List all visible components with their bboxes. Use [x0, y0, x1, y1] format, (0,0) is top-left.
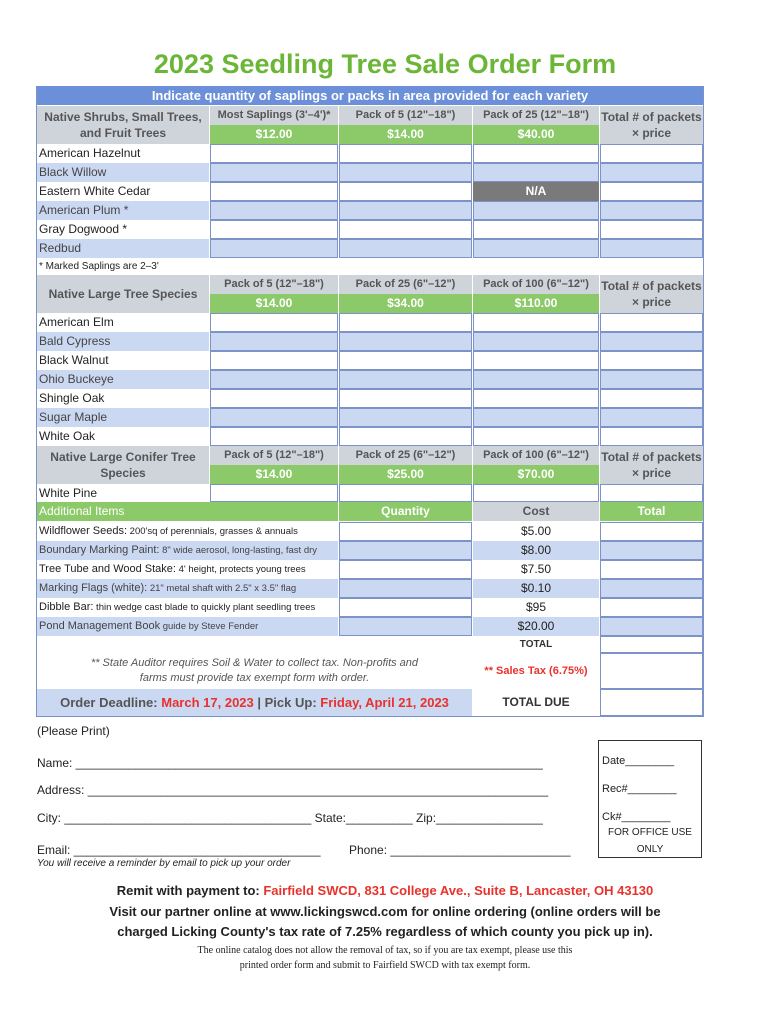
- address-field[interactable]: Address: _____________________________________________________________________: [37, 783, 549, 797]
- largetree-qty-col1[interactable]: [210, 351, 338, 370]
- s3-col1-label: Pack of 5 (12"–18"): [210, 446, 338, 465]
- largetree-qty-col2[interactable]: [339, 408, 472, 427]
- s2-col2-price: $34.00: [339, 294, 472, 313]
- additional-item-desc: guide by Steve Fender: [160, 621, 259, 632]
- additional-item-cost: $8.00: [473, 541, 599, 560]
- shrubs-row-total[interactable]: [600, 220, 703, 239]
- total-label: TOTAL: [519, 639, 553, 650]
- remit-line: [0, 883, 770, 898]
- additional-items-header: Additional Items: [37, 502, 338, 521]
- additional-item-desc: 200'sq of perennials, grasses & annuals: [127, 526, 298, 537]
- largetree-qty-col1[interactable]: [210, 332, 338, 351]
- additional-item-name: Marking Flags (white):: [39, 582, 148, 594]
- table-border-bottom: [36, 716, 704, 717]
- s1-col3-label: Pack of 25 (12"–18"): [473, 106, 599, 125]
- cost-header: Cost: [473, 502, 599, 521]
- largetree-row-total[interactable]: [600, 351, 703, 370]
- sales-tax-label: ** Sales Tax (6.75%): [484, 665, 588, 677]
- order-deadline-banner: [37, 689, 472, 716]
- largetree-qty-col2[interactable]: [339, 427, 472, 446]
- largetree-qty-col2[interactable]: [339, 389, 472, 408]
- tax-exempt-line2: printed order form and submit to Fairfield SWCD with tax exempt form.: [239, 960, 531, 971]
- additional-item-cost: $20.00: [473, 617, 599, 636]
- shrubs-qty-col1[interactable]: [210, 220, 338, 239]
- section-shrubs-header: Native Shrubs, Small Trees, and Fruit Trees: [37, 106, 209, 144]
- largetree-row-label: American Elm: [37, 313, 209, 332]
- saplings-note: * Marked Saplings are 2–3': [39, 261, 159, 272]
- shrubs-row-label: Gray Dogwood *: [37, 220, 209, 239]
- conifer-qty-col2[interactable]: [339, 484, 472, 502]
- email-field[interactable]: Email: _____________________________________: [37, 843, 321, 857]
- additional-item-desc: 8" wide aerosol, long-lasting, fast dry: [159, 545, 318, 556]
- s1-col2-price: $14.00: [339, 125, 472, 144]
- largetree-row-label: Sugar Maple: [37, 408, 209, 427]
- shrubs-row-label: American Plum *: [37, 201, 209, 220]
- additional-item-label: [37, 598, 338, 617]
- largetree-row-total[interactable]: [600, 427, 703, 446]
- shrubs-row-total[interactable]: [600, 144, 703, 163]
- s3-col3-price: $70.00: [473, 465, 599, 484]
- additional-item-label: [37, 617, 338, 636]
- online-ordering-line: Visit our partner online at www.lickingswcd.com for online ordering (online orders will be: [109, 904, 661, 919]
- largetree-qty-col1[interactable]: [210, 427, 338, 446]
- please-print-label: (Please Print): [37, 724, 110, 738]
- name-field[interactable]: Name: ______________________________________________________________________: [37, 756, 543, 770]
- largetree-row-label: Ohio Buckeye: [37, 370, 209, 389]
- largetree-qty-col2[interactable]: [339, 332, 472, 351]
- tax-note: [37, 653, 472, 693]
- phone-field[interactable]: Phone: ___________________________: [349, 843, 571, 857]
- additional-item-name: Pond Management Book: [39, 620, 161, 632]
- additional-item-name: Wildflower Seeds:: [39, 525, 128, 537]
- largetree-qty-col3[interactable]: [473, 313, 599, 332]
- additional-item-total[interactable]: [600, 617, 703, 636]
- total-due-input[interactable]: [600, 689, 703, 716]
- shrubs-row-label: American Hazelnut: [37, 144, 209, 163]
- largetree-qty-col1[interactable]: [210, 313, 338, 332]
- shrubs-qty-col3[interactable]: [473, 163, 599, 182]
- additional-item-total[interactable]: [600, 579, 703, 598]
- additional-item-cost: $5.00: [473, 522, 599, 541]
- shrubs-row-label: Eastern White Cedar: [37, 182, 209, 201]
- pickup-date: Friday, April 21, 2023: [320, 695, 449, 710]
- shrubs-na-cell: N/A: [473, 182, 599, 201]
- largetree-qty-col1[interactable]: [210, 370, 338, 389]
- additional-qty-input[interactable]: [339, 522, 472, 541]
- total-header: Total: [600, 502, 703, 521]
- conifer-qty-col1[interactable]: [210, 484, 338, 502]
- conifer-row-total[interactable]: [600, 484, 703, 502]
- largetree-row-total[interactable]: [600, 408, 703, 427]
- conifer-qty-col3[interactable]: [473, 484, 599, 502]
- largetree-row-label: Bald Cypress: [37, 332, 209, 351]
- largetree-qty-col1[interactable]: [210, 389, 338, 408]
- instruction-banner: Indicate quantity of saplings or packs in area provided for each variety: [37, 86, 703, 105]
- office-use-label: FOR OFFICE USE: [608, 827, 692, 838]
- s3-col2-label: Pack of 25 (6"–12"): [339, 446, 472, 465]
- office-rec: Rec#________: [602, 783, 677, 795]
- shrubs-qty-col1[interactable]: [210, 201, 338, 220]
- largetree-row-label: Black Walnut: [37, 351, 209, 370]
- table-border-left: [36, 86, 37, 716]
- largetree-row-label: Shingle Oak: [37, 389, 209, 408]
- additional-item-label: [37, 560, 338, 579]
- shrubs-qty-col2[interactable]: [339, 163, 472, 182]
- shrubs-row-total[interactable]: [600, 239, 703, 258]
- shrubs-qty-col1[interactable]: [210, 239, 338, 258]
- tax-note-line1: ** State Auditor requires Soil & Water to collect tax. Non-profits and: [90, 657, 419, 669]
- additional-item-name: Dibble Bar:: [39, 601, 94, 613]
- shrubs-qty-col1[interactable]: [210, 163, 338, 182]
- tax-rate-line: charged Licking County's tax rate of 7.25% regardless of which county you pick up in).: [117, 924, 653, 939]
- shrubs-qty-col3[interactable]: [473, 144, 599, 163]
- s3-col2-price: $25.00: [339, 465, 472, 484]
- shrubs-row-label: Black Willow: [37, 163, 209, 182]
- additional-item-total[interactable]: [600, 560, 703, 579]
- s3-total-header: Total # of packets × price: [600, 446, 703, 484]
- additional-item-name: Boundary Marking Paint:: [39, 544, 160, 556]
- tax-note-line2: farms must provide tax exempt form with order.: [139, 672, 370, 684]
- largetree-qty-col3[interactable]: [473, 389, 599, 408]
- largetree-row-total[interactable]: [600, 370, 703, 389]
- largetree-qty-col3[interactable]: [473, 427, 599, 446]
- shrubs-row-total[interactable]: [600, 182, 703, 201]
- additional-item-total[interactable]: [600, 522, 703, 541]
- grand-total-input[interactable]: [600, 636, 703, 653]
- pickup-label: Pick Up:: [264, 695, 317, 710]
- additional-item-label: [37, 541, 338, 560]
- conifer-row-label: White Pine: [37, 484, 209, 502]
- shrubs-qty-col2[interactable]: [339, 220, 472, 239]
- additional-item-desc: 21" metal shaft with 2.5" x 3.5" flag: [147, 583, 297, 594]
- shrubs-qty-col2[interactable]: [339, 182, 472, 201]
- s1-col1-price: $12.00: [210, 125, 338, 144]
- s2-col3-label: Pack of 100 (6"–12"): [473, 275, 599, 294]
- shrubs-row-total[interactable]: [600, 163, 703, 182]
- total-due-label: TOTAL DUE: [502, 695, 570, 709]
- additional-item-total[interactable]: [600, 598, 703, 617]
- largetree-row-total[interactable]: [600, 313, 703, 332]
- quantity-header: Quantity: [339, 502, 472, 521]
- s2-total-header: Total # of packets × price: [600, 275, 703, 313]
- additional-qty-input[interactable]: [339, 579, 472, 598]
- shrubs-qty-col2[interactable]: [339, 201, 472, 220]
- largetree-qty-col3[interactable]: [473, 370, 599, 389]
- office-use-label-2: ONLY: [636, 844, 664, 855]
- additional-item-cost: $0.10: [473, 579, 599, 598]
- office-use-box: [598, 740, 702, 858]
- office-ck: Ck#________: [602, 811, 671, 823]
- reminder-note: You will receive a reminder by email to pick up your order: [37, 858, 291, 869]
- s2-col2-label: Pack of 25 (6"–12"): [339, 275, 472, 294]
- shrubs-qty-col2[interactable]: [339, 144, 472, 163]
- shrubs-qty-col1[interactable]: [210, 144, 338, 163]
- shrubs-row-label: Redbud: [37, 239, 209, 258]
- s3-col1-price: $14.00: [210, 465, 338, 484]
- largetree-qty-col3[interactable]: [473, 332, 599, 351]
- additional-item-name: Tree Tube and Wood Stake:: [39, 563, 176, 575]
- s2-col1-price: $14.00: [210, 294, 338, 313]
- order-table: [37, 86, 703, 716]
- shrubs-qty-col3[interactable]: [473, 201, 599, 220]
- additional-qty-input[interactable]: [339, 541, 472, 560]
- additional-qty-input[interactable]: [339, 617, 472, 636]
- largetree-row-total[interactable]: [600, 332, 703, 351]
- largetree-qty-col1[interactable]: [210, 408, 338, 427]
- remit-address: Fairfield SWCD, 831 College Ave., Suite B, Lancaster, OH 43130: [263, 883, 654, 898]
- section-conifer-header: Native Large Conifer Tree Species: [37, 446, 209, 484]
- tax-exempt-line1: The online catalog does not allow the removal of tax, so if you are tax exempt, please use this: [197, 945, 573, 956]
- deadline-date: March 17, 2023: [161, 695, 254, 710]
- shrubs-qty-col2[interactable]: [339, 239, 472, 258]
- largetree-qty-col3[interactable]: [473, 351, 599, 370]
- additional-item-cost: $95: [473, 598, 599, 617]
- shrubs-row-total[interactable]: [600, 201, 703, 220]
- additional-qty-input[interactable]: [339, 560, 472, 579]
- pickup-separator: |: [253, 695, 265, 710]
- city-state-zip-field[interactable]: City: _____________________________________ State:__________ Zip:________________: [37, 811, 543, 825]
- additional-item-desc: thin wedge cast blade to quickly plant seedling trees: [93, 602, 316, 613]
- s2-col1-label: Pack of 5 (12"–18"): [210, 275, 338, 294]
- sales-tax-input[interactable]: [600, 653, 703, 689]
- deadline-label: Order Deadline:: [60, 695, 158, 710]
- form-title: 2023 Seedling Tree Sale Order Form: [153, 49, 617, 79]
- s1-col1-label: Most Saplings (3'–4')*: [210, 106, 338, 125]
- section-large-tree-header: Native Large Tree Species: [37, 275, 209, 313]
- table-border-right: [703, 86, 704, 716]
- largetree-qty-col2[interactable]: [339, 313, 472, 332]
- additional-item-desc: 4' height, protects young trees: [175, 564, 306, 575]
- shrubs-qty-col3[interactable]: [473, 239, 599, 258]
- largetree-row-label: White Oak: [37, 427, 209, 446]
- additional-item-cost: $7.50: [473, 560, 599, 579]
- s1-col3-price: $40.00: [473, 125, 599, 144]
- additional-item-label: [37, 579, 338, 598]
- remit-label: Remit with payment to:: [116, 883, 264, 898]
- largetree-qty-col2[interactable]: [339, 351, 472, 370]
- s1-col2-label: Pack of 5 (12"–18"): [339, 106, 472, 125]
- s2-col3-price: $110.00: [473, 294, 599, 313]
- largetree-qty-col3[interactable]: [473, 408, 599, 427]
- s3-col3-label: Pack of 100 (6"–12"): [473, 446, 599, 465]
- shrubs-qty-col1[interactable]: [210, 182, 338, 201]
- additional-qty-input[interactable]: [339, 598, 472, 617]
- largetree-qty-col2[interactable]: [339, 370, 472, 389]
- largetree-row-total[interactable]: [600, 389, 703, 408]
- s1-total-header: Total # of packets × price: [600, 106, 703, 144]
- additional-item-total[interactable]: [600, 541, 703, 560]
- office-date: Date________: [602, 755, 675, 767]
- additional-item-label: [37, 522, 338, 541]
- shrubs-qty-col3[interactable]: [473, 220, 599, 239]
